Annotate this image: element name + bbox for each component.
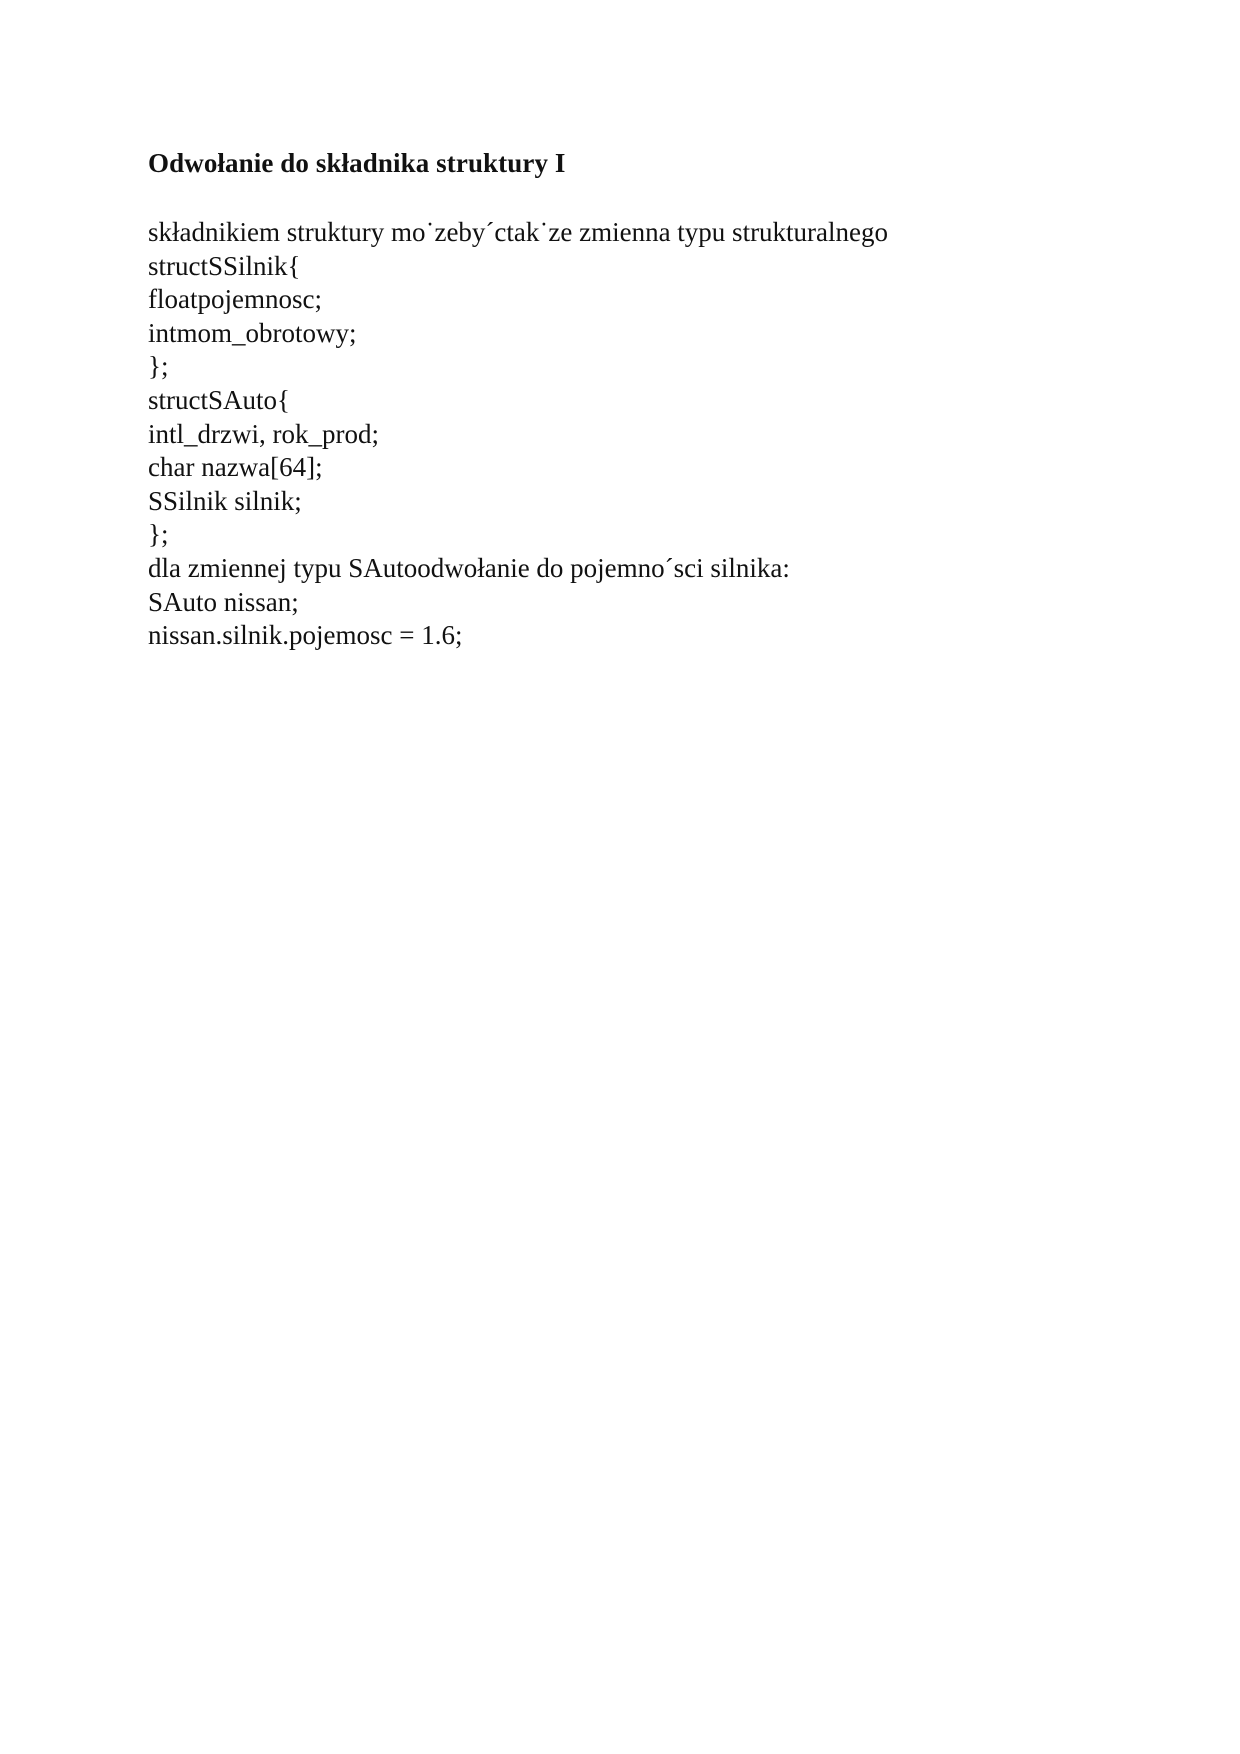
code-line: nissan.silnik.pojemosc = 1.6; xyxy=(148,620,463,651)
body-text xyxy=(148,216,888,653)
code-line: SAuto nissan; xyxy=(148,586,299,617)
text-line-intro: składnikiem struktury mo˙zeby´ctak˙ze zmienna typu strukturalnego xyxy=(148,217,889,247)
code-line: intl_drzwi, rok_prod; xyxy=(148,418,379,449)
section-heading: Odwołanie do składnika struktury I xyxy=(148,148,566,178)
code-line: }; xyxy=(148,351,169,382)
code-line: intmom_obrotowy; xyxy=(148,317,357,348)
code-line: char nazwa[64]; xyxy=(148,452,323,483)
code-line: floatpojemnosc; xyxy=(148,284,322,315)
code-line: }; xyxy=(148,519,169,550)
code-line: SSilnik silnik; xyxy=(148,485,302,516)
text-line-explanation: dla zmiennej typu SAutoodwołanie do pojemno´sci silnika: xyxy=(148,552,790,583)
code-line: structSAuto{ xyxy=(148,384,290,415)
code-line: structSSilnik{ xyxy=(148,250,301,281)
